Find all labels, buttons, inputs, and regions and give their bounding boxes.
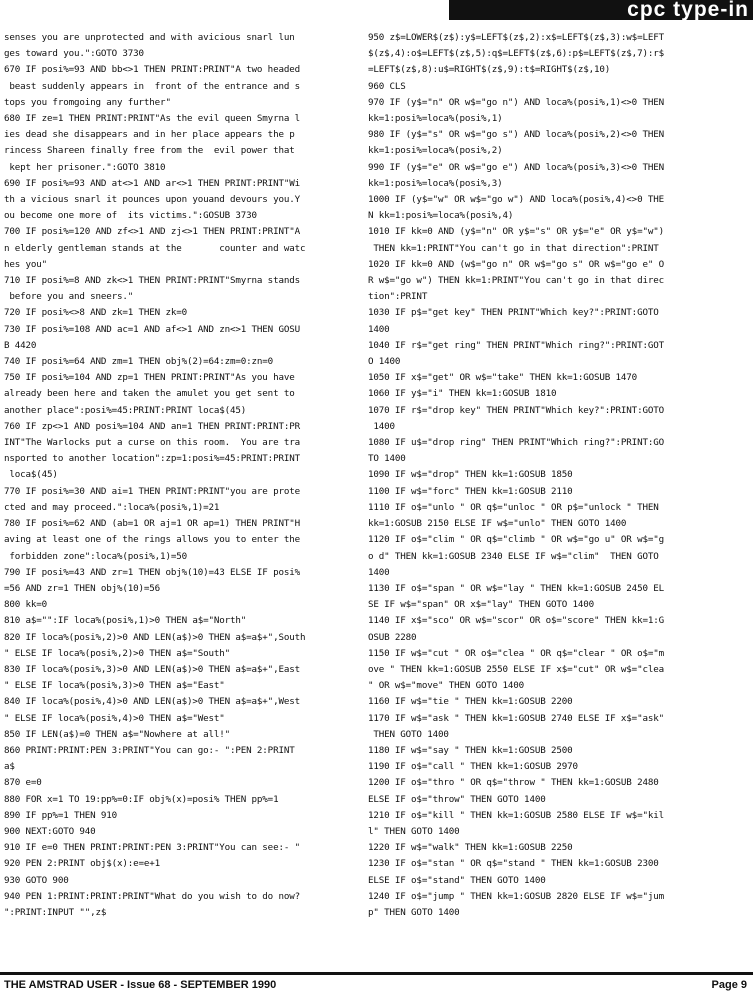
- code-line: 790 IF posi%=43 AND zr=1 THEN obj%(10)=43 ELSE IF posi%: [4, 566, 300, 578]
- code-line: 1150 IF w$="cut " OR o$="clea " OR q$="clear " OR o$="m: [368, 647, 664, 659]
- code-line: 1060 IF y$="i" THEN kk=1:GOSUB 1810: [368, 388, 557, 400]
- code-line: N kk=1:posi%=loca%(posi%,4): [368, 210, 514, 222]
- code-line: 740 IF posi%=64 AND zm=1 THEN obj%(2)=64:zm=0:zn=0: [4, 356, 274, 368]
- code-line: 830 IF loca%(posi%,3)>0 AND LEN(a$)>0 THEN a$=a$+",East: [4, 663, 300, 675]
- code-line: 1100 IF w$="forc" THEN kk=1:GOSUB 2110: [368, 485, 573, 497]
- code-line: 1130 IF o$="span " OR w$="lay " THEN kk=1:GOSUB 2450 EL: [368, 582, 664, 594]
- code-line: 1120 IF o$="clim " OR q$="climb " OR w$="go u" OR w$="g: [368, 534, 664, 546]
- code-line: senses you are unprotected and with avicious snarl lun: [4, 32, 295, 43]
- code-line: 1210 IF o$="kill " THEN kk=1:GOSUB 2580 ELSE IF w$="kil: [368, 809, 664, 821]
- code-line: p" THEN GOTO 1400: [368, 906, 460, 918]
- code-line: THEN GOTO 1400: [368, 728, 449, 740]
- code-line: hes you": [4, 258, 48, 270]
- code-line: 940 PEN 1:PRINT:PRINT:PRINT"What do you wish to do now?: [4, 890, 300, 902]
- code-line: 920 PEN 2:PRINT obj$(x):e=e+1: [4, 858, 161, 870]
- code-line: 1400: [368, 566, 390, 578]
- code-line: 1240 IF o$="jump " THEN kk=1:GOSUB 2820 ELSE IF w$="jum: [368, 890, 664, 902]
- code-line: 870 e=0: [4, 777, 42, 789]
- code-line: 890 IF pp%=1 THEN 910: [4, 809, 118, 821]
- code-line: ELSE IF o$="stand" THEN GOTO 1400: [368, 874, 546, 886]
- code-line: 990 IF (y$="e" OR w$="go e") AND loca%(posi%,3)<>0 THEN: [368, 161, 664, 173]
- code-line: 1180 IF w$="say " THEN kk=1:GOSUB 2500: [368, 744, 573, 756]
- code-line: ies dead she disappears and in her place appears the p: [4, 129, 295, 141]
- code-line: 670 IF posi%=93 AND bb<>1 THEN PRINT:PRINT"A two headed: [4, 64, 300, 76]
- code-line: B 4420: [4, 339, 37, 351]
- code-line: 880 FOR x=1 TO 19:pp%=0:IF obj%(x)=posi% THEN pp%=1: [4, 793, 279, 805]
- code-line: 1030 IF p$="get key" THEN PRINT"Which key?":PRINT:GOTO: [368, 307, 659, 319]
- code-line: ove " THEN kk=1:GOSUB 2550 ELSE IF x$="cut" OR w$="clea: [368, 663, 664, 675]
- code-line: =56 AND zr=1 THEN obj%(10)=56: [4, 582, 161, 594]
- code-line: 760 IF zp<>1 AND posi%=104 AND an=1 THEN PRINT:PRINT:PR: [4, 420, 300, 432]
- code-line: 1400: [368, 323, 390, 335]
- listing-column-left: [4, 30, 360, 960]
- code-line: 1200 IF o$="thro " OR q$="throw " THEN kk=1:GOSUB 2480: [368, 777, 659, 789]
- code-line: 820 IF loca%(posi%,2)>0 AND LEN(a$)>0 THEN a$=a$+",South: [4, 631, 306, 643]
- code-line: 900 NEXT:GOTO 940: [4, 825, 96, 837]
- code-line: n elderly gentleman stands at the counter and watc: [4, 242, 306, 254]
- page-footer: [0, 972, 753, 999]
- code-line: 1040 IF r$="get ring" THEN PRINT"Which ring?":PRINT:GOT: [368, 339, 664, 351]
- code-line: l" THEN GOTO 1400: [368, 825, 460, 837]
- code-line: rincess Shareen finally free from the evil power that: [4, 145, 295, 157]
- page-number: Page 9: [711, 979, 747, 991]
- code-line: tops you fromgoing any further": [4, 96, 171, 108]
- code-line: 1160 IF w$="tie " THEN kk=1:GOSUB 2200: [368, 696, 573, 708]
- code-line: 970 IF (y$="n" OR w$="go n") AND loca%(posi%,1)<>0 THEN: [368, 96, 664, 108]
- code-line: aving at least one of the rings allows you to enter the: [4, 534, 300, 546]
- code-line: 690 IF posi%=93 AND at<>1 AND ar<>1 THEN PRINT:PRINT"Wi: [4, 177, 300, 189]
- code-line: 980 IF (y$="s" OR w$="go s") AND loca%(posi%,2)<>0 THEN: [368, 129, 664, 141]
- code-line: 1090 IF w$="drop" THEN kk=1:GOSUB 1850: [368, 469, 573, 481]
- code-line: " ELSE IF loca%(posi%,3)>0 THEN a$="East": [4, 680, 225, 692]
- code-line: 1230 IF o$="stan " OR q$="stand " THEN kk=1:GOSUB 2300: [368, 858, 659, 870]
- code-line: INT"The Warlocks put a curse on this room. You are tra: [4, 437, 300, 449]
- code-line: $(z$,4):o$=LEFT$(z$,5):q$=LEFT$(z$,6):p$=LEFT$(z$,7):r$: [368, 48, 664, 60]
- code-line: ELSE IF o$="throw" THEN GOTO 1400: [368, 793, 546, 805]
- code-line: kept her prisoner.":GOTO 3810: [4, 161, 166, 173]
- code-line: forbidden zone":loca%(posi%,1)=50: [4, 550, 187, 562]
- code-line: loca$(45): [4, 469, 58, 481]
- code-line: 1080 IF u$="drop ring" THEN PRINT"Which ring?":PRINT:GO: [368, 437, 664, 449]
- code-line: 720 IF posi%<>8 AND zk=1 THEN zk=0: [4, 307, 187, 319]
- code-line: tion":PRINT: [368, 291, 428, 303]
- code-line: 1140 IF x$="sco" OR w$="scor" OR o$="score" THEN kk=1:G: [368, 615, 664, 627]
- code-line: 1110 IF o$="unlo " OR q$="unloc " OR p$="unlock " THEN: [368, 501, 659, 513]
- code-line: 680 IF ze=1 THEN PRINT:PRINT"As the evil queen Smyrna l: [4, 113, 300, 125]
- code-line: 1170 IF w$="ask " THEN kk=1:GOSUB 2740 ELSE IF x$="ask": [368, 712, 664, 724]
- code-line: 1020 IF kk=0 AND (w$="go n" OR w$="go s" OR w$="go e" O: [368, 258, 664, 270]
- listing-column-right: [368, 30, 749, 960]
- code-line: kk=1:posi%=loca%(posi%,3): [368, 177, 503, 189]
- code-line: 910 IF e=0 THEN PRINT:PRINT:PEN 3:PRINT"You can see:- ": [4, 842, 300, 854]
- code-line: 770 IF posi%=30 AND ai=1 THEN PRINT:PRINT"you are prote: [4, 485, 300, 497]
- code-line: 780 IF posi%=62 AND (ab=1 OR aj=1 OR ap=1) THEN PRINT"H: [4, 518, 300, 530]
- code-line: 710 IF posi%=8 AND zk<>1 THEN PRINT:PRINT"Smyrna stands: [4, 275, 300, 287]
- code-line: 1400: [368, 420, 395, 432]
- code-line: SE IF w$="span" OR x$="lay" THEN GOTO 1400: [368, 599, 595, 611]
- code-line: =LEFT$(z$,8):u$=RIGHT$(z$,9):t$=RIGHT$(z$,10): [368, 64, 611, 76]
- code-line: kk=1:GOSUB 2150 ELSE IF w$="unlo" THEN GOTO 1400: [368, 518, 627, 530]
- code-line: nsported to another location":zp=1:posi%=45:PRINT:PRINT: [4, 453, 300, 465]
- code-line: kk=1:posi%=loca%(posi%,1): [368, 113, 503, 125]
- code-line: 860 PRINT:PRINT:PEN 3:PRINT"You can go:- ":PEN 2:PRINT: [4, 744, 295, 756]
- code-line: 930 GOTO 900: [4, 874, 69, 886]
- code-line: ":PRINT:INPUT "",z$: [4, 906, 107, 918]
- code-line: 1010 IF kk=0 AND (y$="n" OR y$="s" OR y$="e" OR y$="w"): [368, 226, 664, 238]
- section-banner: cpc type-in: [449, 0, 753, 20]
- code-line: 730 IF posi%=108 AND ac=1 AND af<>1 AND zn<>1 THEN GOSU: [4, 323, 300, 335]
- code-line: R w$="go w") THEN kk=1:PRINT"You can't go in that direc: [368, 275, 664, 287]
- code-line: ges toward you.":GOTO 3730: [4, 48, 144, 60]
- code-line: already been here and taken the amulet you get sent to: [4, 388, 295, 400]
- code-line: beast suddenly appears in front of the entrance and s: [4, 80, 300, 92]
- code-line: O 1400: [368, 356, 401, 368]
- code-line: cted and may proceed.":loca%(posi%,1)=21: [4, 501, 220, 513]
- code-line: 1000 IF (y$="w" OR w$="go w") AND loca%(posi%,4)<>0 THE: [368, 194, 664, 206]
- code-line: 840 IF loca%(posi%,4)>0 AND LEN(a$)>0 THEN a$=a$+",West: [4, 696, 300, 708]
- code-line: 800 kk=0: [4, 599, 48, 611]
- code-line: 960 CLS: [368, 80, 406, 92]
- magazine-issue-label: THE AMSTRAD USER - Issue 68 - SEPTEMBER 1990: [4, 979, 277, 991]
- code-line: before you and sneers.": [4, 291, 134, 303]
- code-line: another place":posi%=45:PRINT:PRINT loca$(45): [4, 404, 247, 416]
- code-line: 1190 IF o$="call " THEN kk=1:GOSUB 2970: [368, 761, 578, 773]
- code-line: THEN kk=1:PRINT"You can't go in that direction":PRINT: [368, 242, 659, 254]
- code-line: 700 IF posi%=120 AND zf<>1 AND zj<>1 THEN PRINT:PRINT"A: [4, 226, 300, 238]
- code-line: 810 a$="":IF loca%(posi%,1)>0 THEN a$="North": [4, 615, 247, 627]
- code-line: OSUB 2280: [368, 631, 417, 643]
- code-line: 950 z$=LOWER$(z$):y$=LEFT$(z$,2):x$=LEFT$(z$,3):w$=LEFT: [368, 32, 664, 43]
- code-line: 850 IF LEN(a$)=0 THEN a$="Nowhere at all!": [4, 728, 231, 740]
- code-line: kk=1:posi%=loca%(posi%,2): [368, 145, 503, 157]
- code-line: a$: [4, 761, 15, 773]
- code-line: 750 IF posi%=104 AND zp=1 THEN PRINT:PRINT"As you have: [4, 372, 295, 384]
- code-line: TO 1400: [368, 453, 406, 465]
- code-line: 1220 IF w$="walk" THEN kk=1:GOSUB 2250: [368, 842, 573, 854]
- code-line: 1070 IF r$="drop key" THEN PRINT"Which key?":PRINT:GOTO: [368, 404, 664, 416]
- code-line: 1050 IF x$="get" OR w$="take" THEN kk=1:GOSUB 1470: [368, 372, 638, 384]
- code-line: " ELSE IF loca%(posi%,2)>0 THEN a$="South": [4, 647, 231, 659]
- code-line: " OR w$="move" THEN GOTO 1400: [368, 680, 525, 692]
- code-line: o d" THEN kk=1:GOSUB 2340 ELSE IF w$="clim" THEN GOTO: [368, 550, 659, 562]
- code-line: th a vicious snarl it pounces upon youand devours you.Y: [4, 194, 300, 206]
- code-line: " ELSE IF loca%(posi%,4)>0 THEN a$="West": [4, 712, 225, 724]
- code-line: ou become one more of its victims.":GOSUB 3730: [4, 210, 257, 222]
